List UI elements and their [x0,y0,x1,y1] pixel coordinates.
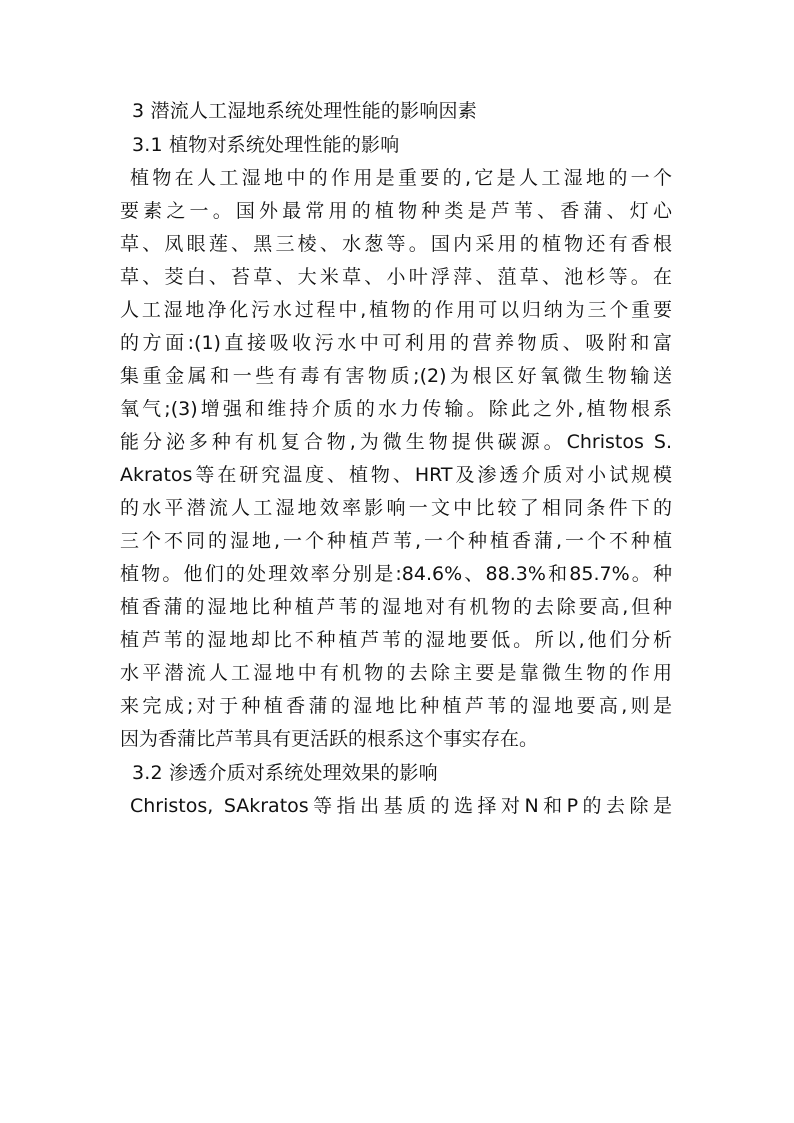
paragraph-line: 植物。他们的处理效率分别是:84.6%、88.3%和85.7%。种 [120,563,672,585]
section-heading-3-2: 3.2 渗透介质对系统处理效果的影响 [132,762,438,784]
section-heading-3-1: 3.1 植物对系统处理性能的影响 [132,134,400,156]
paragraph-line: Akratos等在研究温度、植物、HRT及渗透介质对小试规模 [120,464,672,486]
paragraph-line: 水平潜流人工湿地中有机物的去除主要是靠微生物的作用 [120,662,672,684]
paragraph-line: Christos, SAkratos等指出基质的选择对N和P的去除是 [130,795,672,817]
paragraph-line: 人工湿地净化污水过程中,植物的作用可以归纳为三个重要 [120,299,672,321]
paragraph-line: 来完成;对于种植香蒲的湿地比种植芦苇的湿地要高,则是 [120,695,672,717]
section-heading-3: 3 潜流人工湿地系统处理性能的影响因素 [132,100,477,122]
paragraph-line: 三个不同的湿地,一个种植芦苇,一个种植香蒲,一个不种植 [120,530,672,552]
paragraph-line: 集重金属和一些有毒有害物质;(2)为根区好氧微生物输送 [120,365,672,387]
paragraph-line: 植物在人工湿地中的作用是重要的,它是人工湿地的一个 [130,167,672,189]
paragraph-line: 植香蒲的湿地比种植芦苇的湿地对有机物的去除要高,但种 [120,596,672,618]
paragraph-line: 的方面:(1)直接吸收污水中可利用的营养物质、吸附和富 [120,332,672,354]
paragraph-line: 的水平潜流人工湿地效率影响一文中比较了相同条件下的 [120,497,672,519]
document-body [120,94,672,823]
paragraph-line: 因为香蒲比芦苇具有更活跃的根系这个事实存在。 [120,728,539,750]
paragraph-line: 草、茭白、苔草、大米草、小叶浮萍、菹草、池杉等。在 [120,266,672,288]
paragraph-line: 要素之一。国外最常用的植物种类是芦苇、香蒲、灯心 [120,200,672,222]
paragraph-line: 草、凤眼莲、黑三棱、水葱等。国内采用的植物还有香根 [120,233,672,255]
paragraph-line: 氧气;(3)增强和维持介质的水力传输。除此之外,植物根系 [120,398,672,420]
paragraph-line: 能分泌多种有机复合物,为微生物提供碳源。Christos S. [120,431,672,453]
paragraph-plants [120,162,672,756]
paragraph-media [120,790,672,823]
paragraph-line: 植芦苇的湿地却比不种植芦苇的湿地要低。所以,他们分析 [120,629,672,651]
